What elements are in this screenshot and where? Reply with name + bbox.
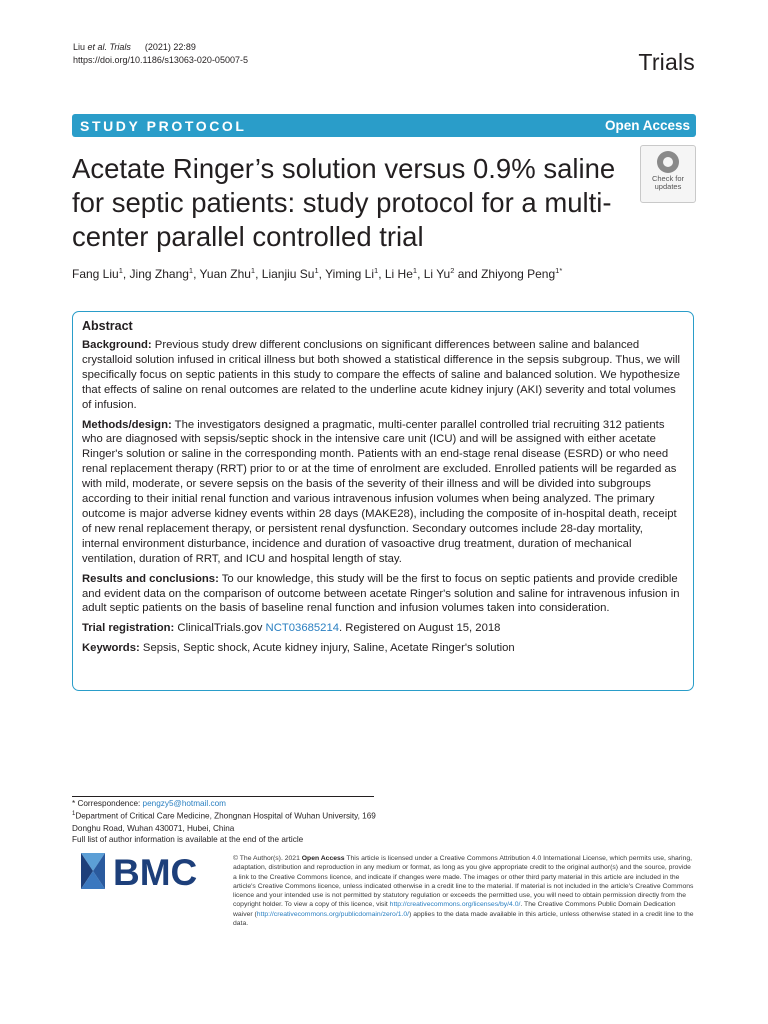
- updates-icon: [657, 151, 679, 173]
- doi-link[interactable]: https://doi.org/10.1186/s13063-020-05007-5: [73, 55, 248, 65]
- author-separator: ,: [122, 267, 130, 281]
- abstract-background: Background: Previous study drew different conclusions on significant differences between saline and balanced crystalloid solution infused in critical illness but both showed a statistical difference in the sepsis subgroup. Thus, we will specifically focus on septic patients in this study to compare the effects of saline and balanced solution. We hypothesize that effects of saline on renal outcomes are related to the underline acute kidney injury (AKI) severity and total volumes of infusion.: [82, 339, 681, 411]
- article-type-banner: [72, 114, 696, 137]
- author-affiliation-marker: 1: [314, 266, 319, 275]
- author-name: Fang Liu: [72, 267, 119, 281]
- abstract-trial-registration: Trial registration: ClinicalTrials.gov NCT03685214. Registered on August 15, 2018: [82, 622, 501, 635]
- open-access-label: Open Access: [604, 118, 690, 133]
- abstract-heading: Abstract: [82, 319, 133, 333]
- author-separator: ,: [255, 267, 262, 281]
- license-link[interactable]: http://creativecommons.org/licenses/by/4.0/: [389, 901, 521, 909]
- correspondence-email[interactable]: pengzy5@hotmail.com: [142, 799, 226, 808]
- author-affiliation-marker: 1: [374, 266, 379, 275]
- journal-name: Trials: [638, 49, 695, 75]
- abstract-results: Results and conclusions: To our knowledge, this study will be the first to focus on septic patients and provide credible and evident data on the comparison of outcome between acetate Ringer's solution and saline for intravenous infusion in adult septic patients on the basis of baseline renal function and infusion volumes taken into consideration.: [82, 572, 680, 615]
- public-domain-link[interactable]: http://creativecommons.org/publicdomain/zero/1.0/: [256, 910, 410, 918]
- author-affiliation-marker: 1*: [555, 266, 563, 275]
- author-name: Zhiyong Peng: [481, 267, 556, 281]
- author-name: Lianjiu Su: [261, 267, 315, 281]
- badge-line-1: Check for: [651, 174, 685, 183]
- footnotes: [72, 798, 392, 845]
- author-separator: ,: [417, 267, 424, 281]
- logo-wordmark: BMC: [113, 852, 198, 891]
- author-info-note: Full list of author information is available at the end of the article: [72, 834, 304, 844]
- author-separator: ,: [318, 267, 326, 281]
- citation-line: [73, 41, 248, 54]
- study-type-label: STUDY PROTOCOL: [80, 117, 247, 134]
- author-name: Yiming Li: [325, 267, 375, 281]
- footnote-divider: [72, 796, 374, 797]
- author-affiliation-marker: 1: [118, 266, 123, 275]
- affiliation: $^1$Department of Critical Care Medicine, Zhongnan Hospital of Wuhan University, 169 Donghu Road, Wuhan 430071, Hubei, China: [72, 811, 376, 833]
- badge-line-2: updates: [654, 182, 682, 191]
- correspondence: * Correspondence: pengzy5@hotmail.com: [72, 799, 226, 808]
- author-name: Li Yu: [423, 267, 451, 281]
- article-title: Acetate Ringer’s solution versus 0.9% saline for septic patients: study protocol for a multi-center parallel controlled trial: [72, 153, 616, 252]
- check-for-updates-badge[interactable]: [640, 145, 696, 203]
- author-name: Jing Zhang: [129, 267, 189, 281]
- author-affiliation-marker: 1: [412, 266, 418, 275]
- abstract-keywords: Keywords: Sepsis, Septic shock, Acute kidney injury, Saline, Acetate Ringer's solution: [82, 642, 515, 655]
- author-name: Yuan Zhu: [199, 267, 251, 281]
- abstract-box: [72, 311, 694, 691]
- author-affiliation-marker: 1: [188, 266, 194, 275]
- author-separator: ,: [378, 267, 385, 281]
- author-list: [72, 266, 562, 281]
- abstract-methods: Methods/design: The investigators designed a pragmatic, multi-center parallel controlled trial recruiting 312 patients who are diagnosed with sepsis/septic shock in the intensive care unit (ICU) and will be assigned with either acetate Ringer's solution or saline in the corresponding month. Patients with an end-stage renal disease (ESRD) or who need renal replacement therapy (RRT) prior to or at the time of enrolment are excluded. Enrolled patients will be regarded as with mild, moderate, or severe sepsis on the basis of the severity of their illness and will be divided into subgroups according to their initial renal function and various intravenous infusion volumes when being analyzed. The primary outcome is major adverse kidney events within 28 days (MAKE28), including the composite of in-hospital death, receipt of new renal replacement therapy, or persistent renal dysfunction. Secondary outcomes include 28-day mortality, internal environment disturbance, incidence and duration of vasoactive drug treatment, duration of mechanical ventilation, duration of RRT, and ICU and hospital length of stay.: [82, 418, 677, 565]
- author-name: Li He: [384, 267, 413, 281]
- author-separator: and: [454, 267, 482, 281]
- citation-year: (2021) 22:89: [144, 42, 196, 52]
- license-statement: © The Author(s). 2021 Open Access This article is licensed under a Creative Commons Attribution 4.0 International License, which permits use, sharing, adaptation, distribution and reproduction in any medium or format, as long as you give appropriate credit to the original author(s) and the source, provide a link to the Creative Commons licence, and indicate if changes were made. The images or other third party material in this article are included in the article's Creative Commons licence, unless indicated otherwise in a credit line to the material. If material is not included in the article's Creative Commons licence and your intended use is not permitted by statutory regulation or exceeds the permitted use, you will need to obtain permission directly from the copyright holder. To view a copy of this licence, visit http://creativecommons.org/licenses/by/4.0/. The Creative Commons Public Domain Dedication waiver (http://creativecommons.org/publicdomain/zero/1.0/) applies to the data made available in this article, unless otherwise stated in a credit line to the data.: [233, 855, 694, 927]
- bmc-logo: [79, 851, 219, 891]
- author-separator: ,: [193, 267, 200, 281]
- author-affiliation-marker: 2: [450, 266, 455, 275]
- running-header: [73, 41, 248, 67]
- author-affiliation-marker: 1: [250, 266, 256, 275]
- trial-id-link[interactable]: NCT03685214: [265, 622, 340, 635]
- citation-authors: Liu et al. Trials: [73, 42, 131, 52]
